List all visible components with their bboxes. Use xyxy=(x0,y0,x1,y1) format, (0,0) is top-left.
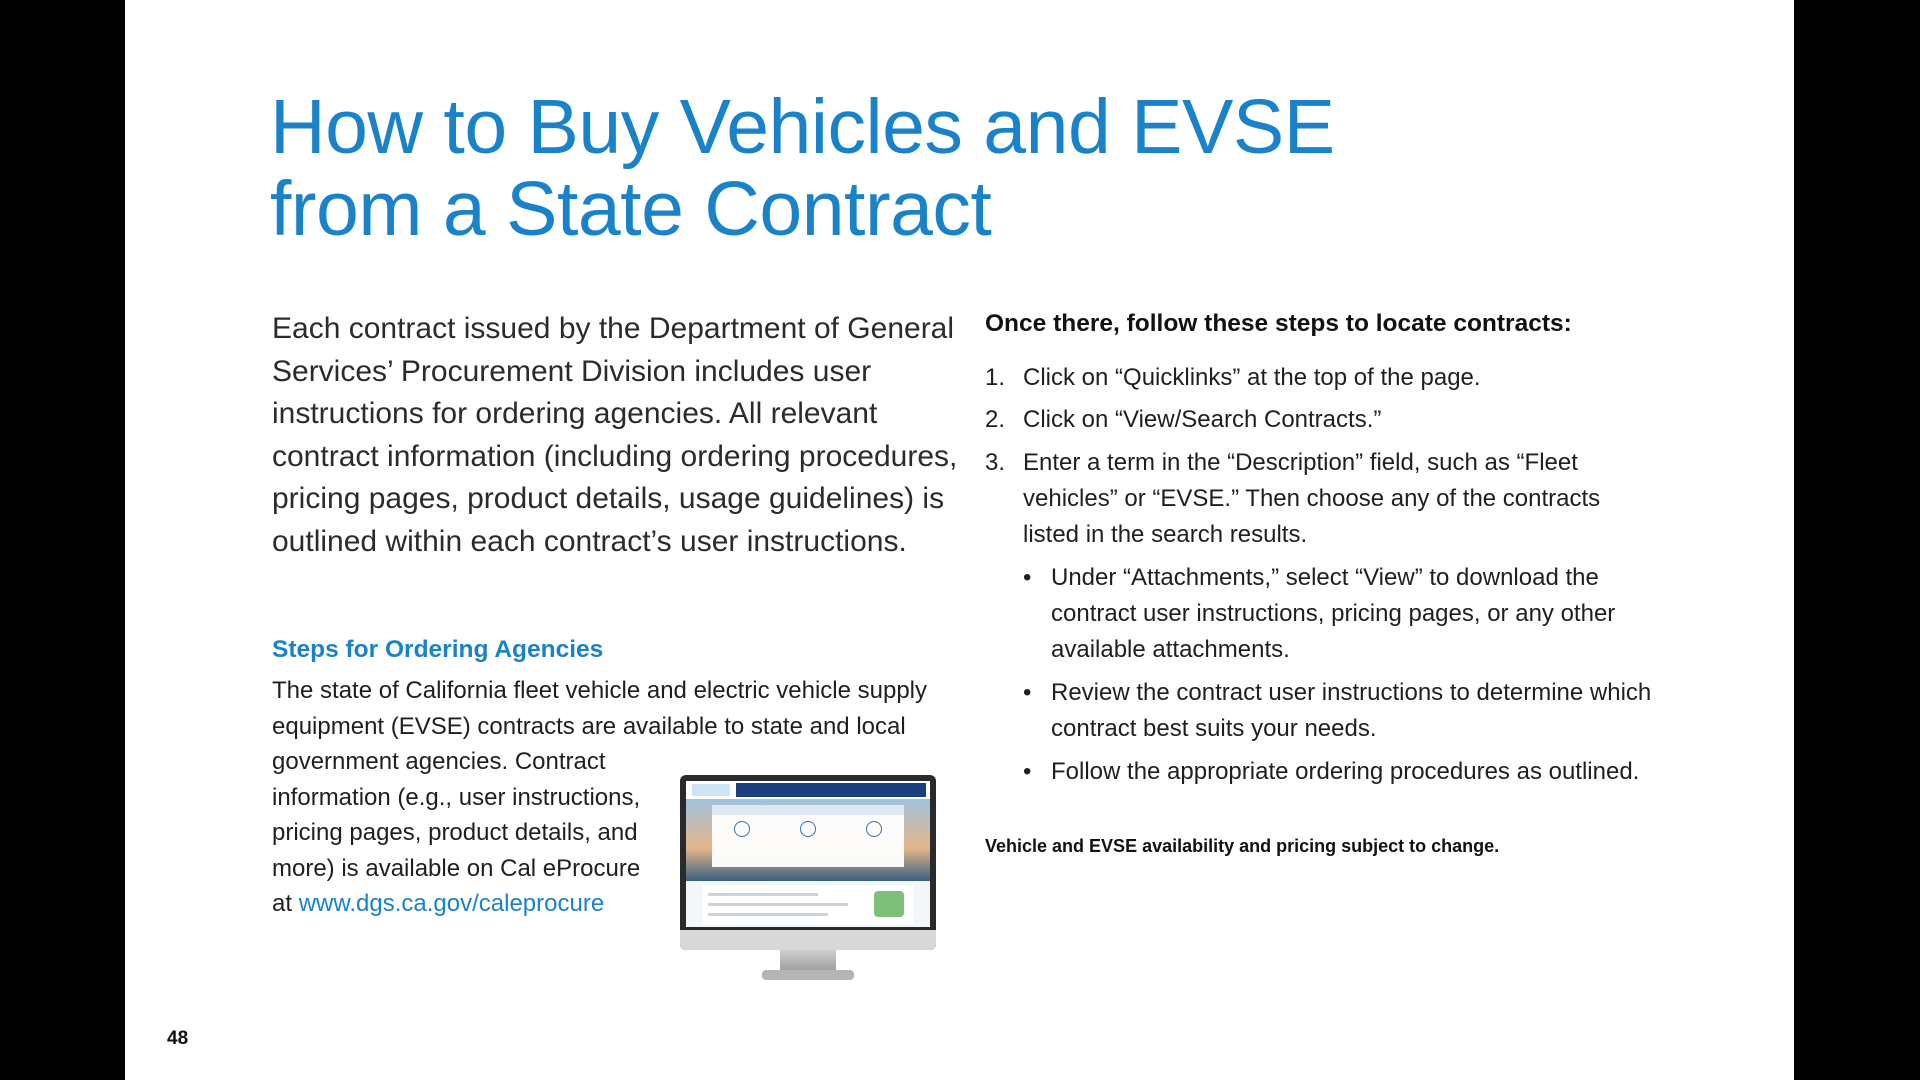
bullet-marker: • xyxy=(1023,679,1032,706)
monitor-screen xyxy=(686,781,930,927)
bullet-marker: • xyxy=(1023,564,1032,591)
steps-paragraph-part-1: The state of California fleet vehicle and electric vehicle supply equipment (EVSE) contracts are available to state and local xyxy=(272,677,928,740)
bullet-text: Under “Attachments,” select “View” to download the contract user instructions, pricing pages, or any other available attachments. xyxy=(1051,564,1616,663)
monitor-chin xyxy=(680,930,936,950)
bullet-text: Follow the appropriate ordering procedures as outlined. xyxy=(1051,758,1640,785)
caleprocure-link[interactable]: www.dgs.ca.gov/caleprocure xyxy=(298,890,605,917)
step-number: 3. xyxy=(985,449,1006,476)
step-number: 1. xyxy=(985,364,1006,391)
step-text: Click on “Quicklinks” at the top of the page. xyxy=(1023,364,1481,391)
monitor-screenshot-image xyxy=(680,775,936,985)
bullet-text: Review the contract user instructions to determine which contract best suits your needs. xyxy=(1051,679,1652,742)
bullet-marker: • xyxy=(1023,758,1032,785)
locate-contracts-heading: Once there, follow these steps to locate contracts: xyxy=(985,310,1572,337)
steps-paragraph-part-2 xyxy=(272,744,652,922)
step-number: 2. xyxy=(985,406,1006,433)
steps-paragraph-text: government agencies. Contract information (e.g., user instructions, pricing pages, product details, and more) is available on Cal eProcure at xyxy=(272,748,641,917)
page-title-line-2: from a State Contract xyxy=(270,166,992,252)
page-number: 48 xyxy=(167,1028,189,1049)
document-page xyxy=(125,0,1794,1080)
step-text: Enter a term in the “Description” field, such as “Fleet vehicles” or “EVSE.” Then choose any of the contracts listed in the search results. xyxy=(1023,449,1601,548)
availability-note: Vehicle and EVSE availability and pricing subject to change. xyxy=(985,836,1500,856)
page-title xyxy=(270,86,1335,250)
monitor-bezel xyxy=(680,775,936,950)
intro-paragraph: Each contract issued by the Department of General Services’ Procurement Division includes user instructions for ordering agencies. All relevant contract information (including ordering procedures, pricing pages, product details, usage guidelines) is outlined within each contract’s user instructions. xyxy=(272,312,958,558)
monitor-stand xyxy=(780,950,836,972)
steps-heading: Steps for Ordering Agencies xyxy=(272,636,604,663)
monitor-base xyxy=(762,970,854,980)
step-text: Click on “View/Search Contracts.” xyxy=(1023,406,1382,433)
page-title-line-1: How to Buy Vehicles and EVSE xyxy=(270,84,1335,170)
